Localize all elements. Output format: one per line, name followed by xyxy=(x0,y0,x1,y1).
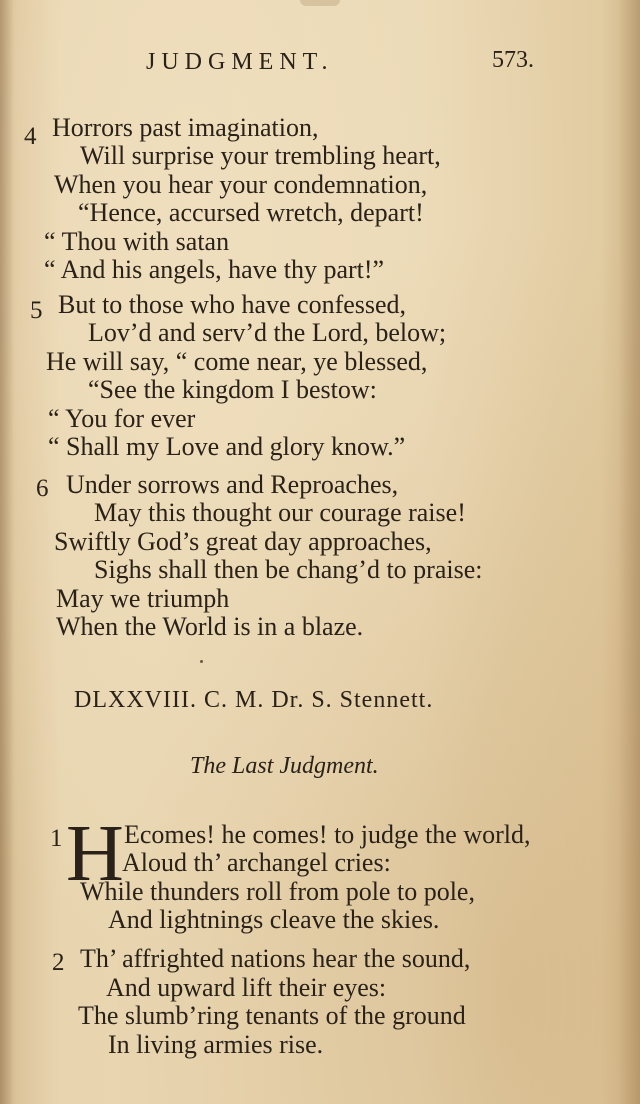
hymn-subtitle: The Last Judgment. xyxy=(190,753,379,779)
verse-line: Sighs shall then be chang’d to praise: xyxy=(94,555,483,584)
verse-line: Will surprise your trembling heart, xyxy=(80,141,441,170)
verse-line: When the World is in a blaze. xyxy=(56,612,364,641)
stanza-number: 5 xyxy=(30,297,43,324)
drop-cap: H xyxy=(66,810,124,898)
verse-line: The slumb’ring tenants of the ground xyxy=(78,1001,466,1030)
running-header: JUDGMENT. xyxy=(146,49,334,75)
ink-speck xyxy=(200,660,203,663)
hymn-heading: DLXXVIII. C. M. Dr. S. Stennett. xyxy=(74,687,434,713)
verse-line: Horrors past imagination, xyxy=(52,113,319,142)
verse-line: Aloud th’ archangel cries: xyxy=(122,848,391,877)
verse-line: “ Thou with satan xyxy=(44,227,230,256)
stanza-number: 2 xyxy=(52,949,65,976)
verse-line: May this thought our courage raise! xyxy=(94,498,466,527)
verse-line: Ecomes! he comes! to judge the world, xyxy=(124,820,531,849)
verse-line: May we triumph xyxy=(56,584,230,613)
page-binding-shadow xyxy=(0,0,14,1104)
paper-wear xyxy=(300,0,340,6)
stanza-number: 1 xyxy=(50,825,63,852)
verse-line: Swiftly God’s great day approaches, xyxy=(54,527,432,556)
page-number: 573. xyxy=(492,47,534,73)
verse-line: Under sorrows and Reproaches, xyxy=(66,470,399,499)
verse-line: He will say, “ come near, ye blessed, xyxy=(46,347,428,376)
verse-line: And lightnings cleave the skies. xyxy=(108,905,440,934)
verse-line: “ And his angels, have thy part!” xyxy=(44,255,385,284)
verse-line: “ You for ever xyxy=(48,404,196,433)
verse-line: And upward lift their eyes: xyxy=(106,973,387,1002)
verse-line: “ Shall my Love and glory know.” xyxy=(48,432,406,461)
verse-line: While thunders roll from pole to pole, xyxy=(80,877,475,906)
verse-line: “Hence, accursed wretch, depart! xyxy=(78,198,424,227)
stanza-number: 6 xyxy=(36,475,49,502)
verse-line: When you hear your condemnation, xyxy=(54,170,428,199)
page-edge-shadow xyxy=(618,0,640,1104)
verse-line: “See the kingdom I bestow: xyxy=(88,375,377,404)
verse-line: Lov’d and serv’d the Lord, below; xyxy=(88,318,447,347)
verse-line: But to those who have confessed, xyxy=(58,290,407,319)
verse-line: In living armies rise. xyxy=(108,1030,324,1059)
verse-line: Th’ affrighted nations hear the sound, xyxy=(80,944,471,973)
stanza-number: 4 xyxy=(24,123,37,150)
